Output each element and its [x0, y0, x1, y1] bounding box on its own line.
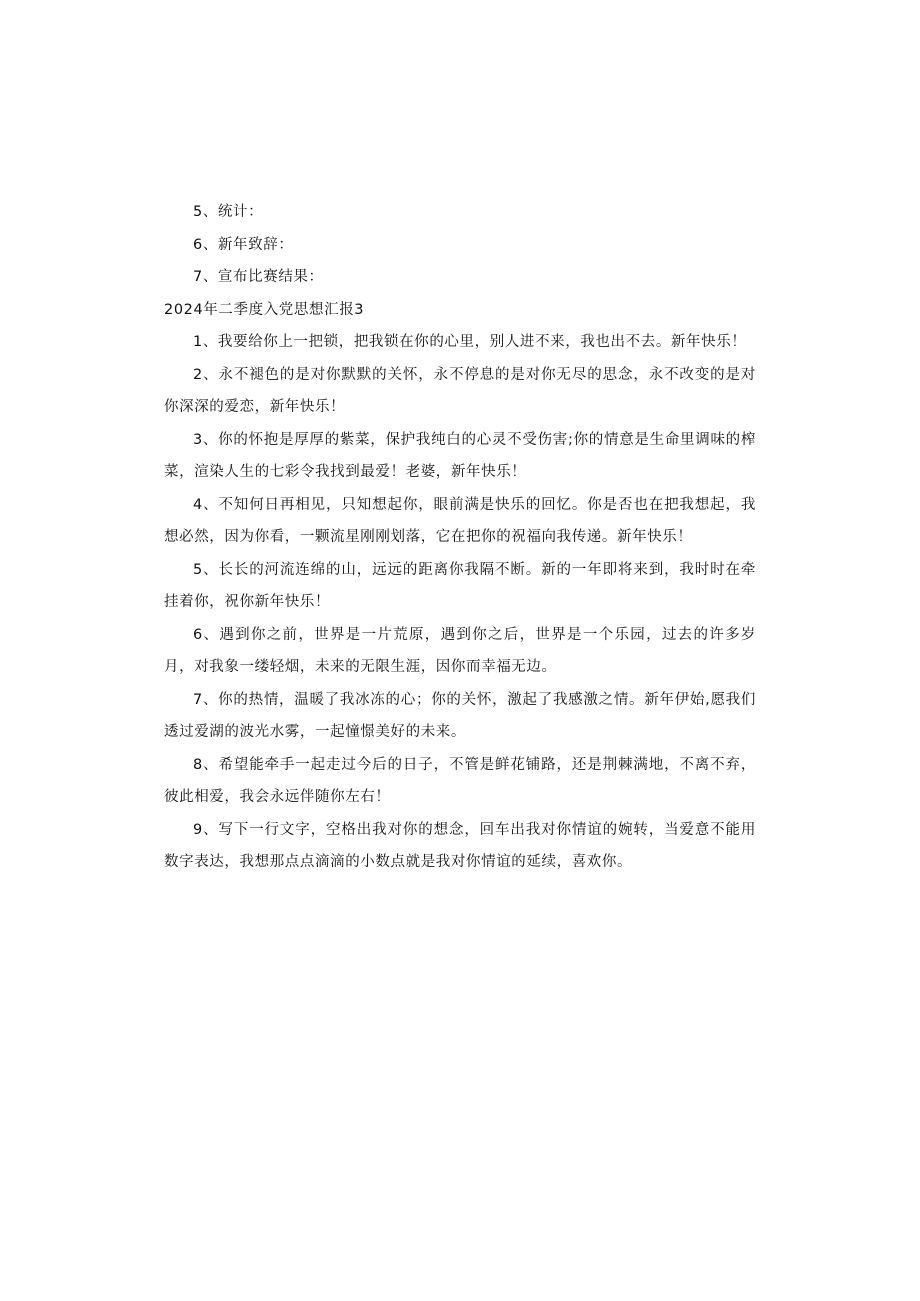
document-body — [164, 196, 756, 879]
agenda-item-5: 5、统计： — [193, 204, 264, 220]
agenda-item-7: 7、宣布比赛结果： — [193, 269, 324, 285]
greeting-4: 4、不知何日再相见，只知想起你，眼前满是快乐的回忆。你是否也在把我想起，我想必然，因为你看，一颗流星刚刚划落，它在把你的祝福向我传递。新年快乐！ — [164, 496, 756, 545]
greeting-2: 2、永不褪色的是对你默默的关怀，永不停息的是对你无尽的思念，永不改变的是对你深深的爱恋，新年快乐！ — [164, 366, 756, 415]
greeting-6: 6、遇到你之前，世界是一片荒原，遇到你之后，世界是一个乐园，过去的许多岁月，对我象一缕轻烟，未来的无限生涯，因你而幸福无边。 — [164, 626, 756, 675]
greeting-9: 9、写下一行文字，空格出我对你的想念，回车出我对你情谊的婉转，当爱意不能用数字表达，我想那点点滴滴的小数点就是我对你情谊的延续，喜欢你。 — [164, 821, 756, 870]
agenda-item-6: 6、新年致辞： — [193, 236, 294, 253]
section-heading: 2024年二季度入党思想汇报3 — [164, 301, 365, 318]
greeting-7: 7、你的热情，温暖了我冰冻的心；你的关怀，激起了我感激之情。新年伊始,愿我们透过爱湖的波光水雾，一起憧憬美好的未来。 — [164, 691, 756, 740]
greeting-5: 5、长长的河流连绵的山，远远的距离你我隔不断。新的一年即将来到，我时时在牵挂着你，祝你新年快乐！ — [164, 561, 756, 610]
greeting-1: 1、我要给你上一把锁，把我锁在你的心里，别人进不来，我也出不去。新年快乐！ — [193, 334, 747, 350]
greeting-8: 8、希望能牵手一起走过今后的日子，不管是鲜花铺路，还是荆棘满地，不离不弃，彼此相爱，我会永远伴随你左右！ — [164, 756, 756, 805]
greeting-3: 3、你的怀抱是厚厚的紫菜，保护我纯白的心灵不受伤害;你的情意是生命里调味的榨菜，渲染人生的七彩令我找到最爱！老婆，新年快乐！ — [164, 431, 756, 480]
